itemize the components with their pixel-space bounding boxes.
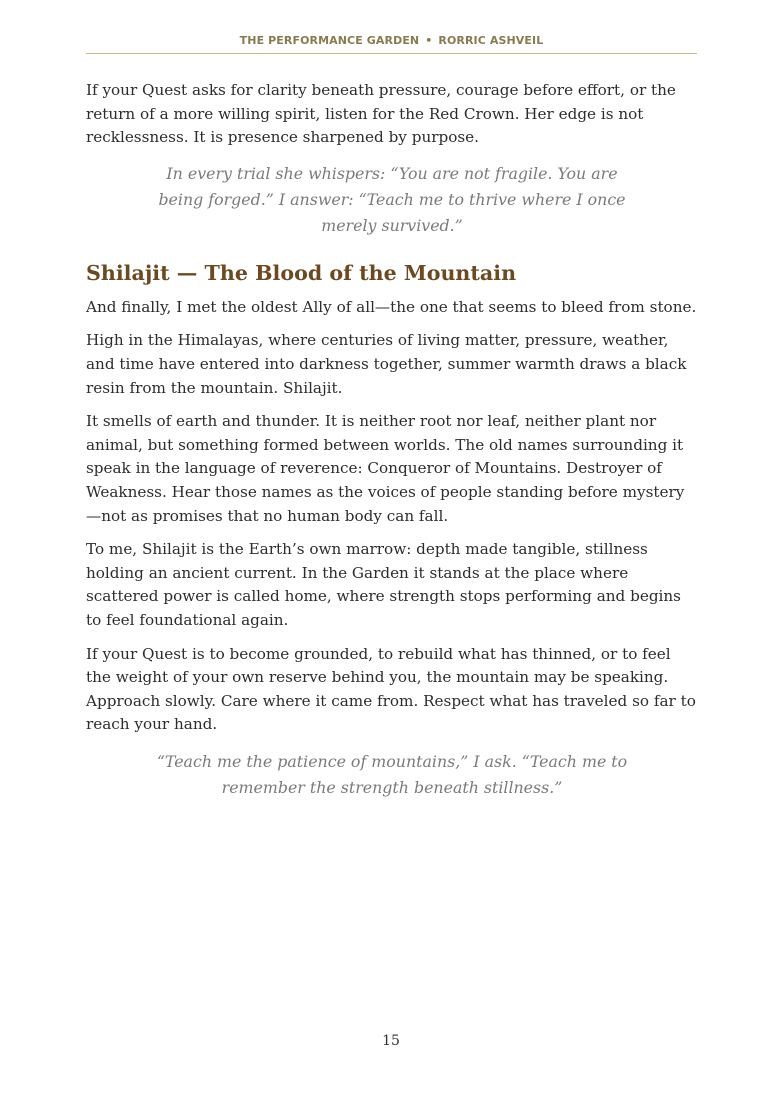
paragraph-2: High in the Himalayas, where centuries of living matter, pressure, weather, and time have entered into darkness together, summer warmth draws a black resin from the mountain. Shilajit. (86, 331, 687, 397)
pull-quote-mountains: “Teach me the patience of mountains,” I ask. “Teach me to remember the strength beneath stillness.” (156, 751, 628, 797)
paragraph-4: To me, Shilajit is the Earth’s own marrow: depth made tangible, stillness holding an ancient current. In the Garden it stands at the place where scattered power is called home, where strength stops performing and begins to feel foundational again. (86, 540, 681, 629)
section-title-shilajit: Shilajit — The Blood of the Mountain (86, 260, 517, 285)
pull-quote-red-crown: In every trial she whispers: “You are not fragile. You are being forged.” I answer: “Teach me to thrive where I once merely survived.” (158, 163, 626, 235)
intro-paragraph: If your Quest asks for clarity beneath pressure, courage before effort, or the return of a more willing spirit, listen for the Red Crown. Her edge is not recklessness. It is presence sharpened by purpose. (86, 81, 676, 147)
paragraph-1: And finally, I met the oldest Ally of all—the one that seems to bleed from stone. (86, 297, 697, 316)
paragraph-5: If your Quest is to become grounded, to rebuild what has thinned, or to feel the weight of your own reserve behind you, the mountain may be speaking. Approach slowly. Care where it came from. Respect what has traveled so far to reach your hand. (86, 644, 696, 734)
page-content (86, 79, 698, 821)
running-header (86, 33, 697, 54)
header-separator: • (425, 34, 433, 47)
header-book-title: THE PERFORMANCE GARDEN (239, 34, 420, 47)
page-number: 15 (382, 1033, 400, 1049)
header-author: RORRIC ASHVEIL (438, 34, 544, 47)
paragraph-3: It smells of earth and thunder. It is neither root nor leaf, neither plant nor animal, but something formed between worlds. The old names surrounding it speak in the language of reverence: Conqueror of Mountains. Destroyer of Weakness. Hear those names as the voices of people standing before mystery—not as promises that no human body can fall. (86, 412, 685, 525)
